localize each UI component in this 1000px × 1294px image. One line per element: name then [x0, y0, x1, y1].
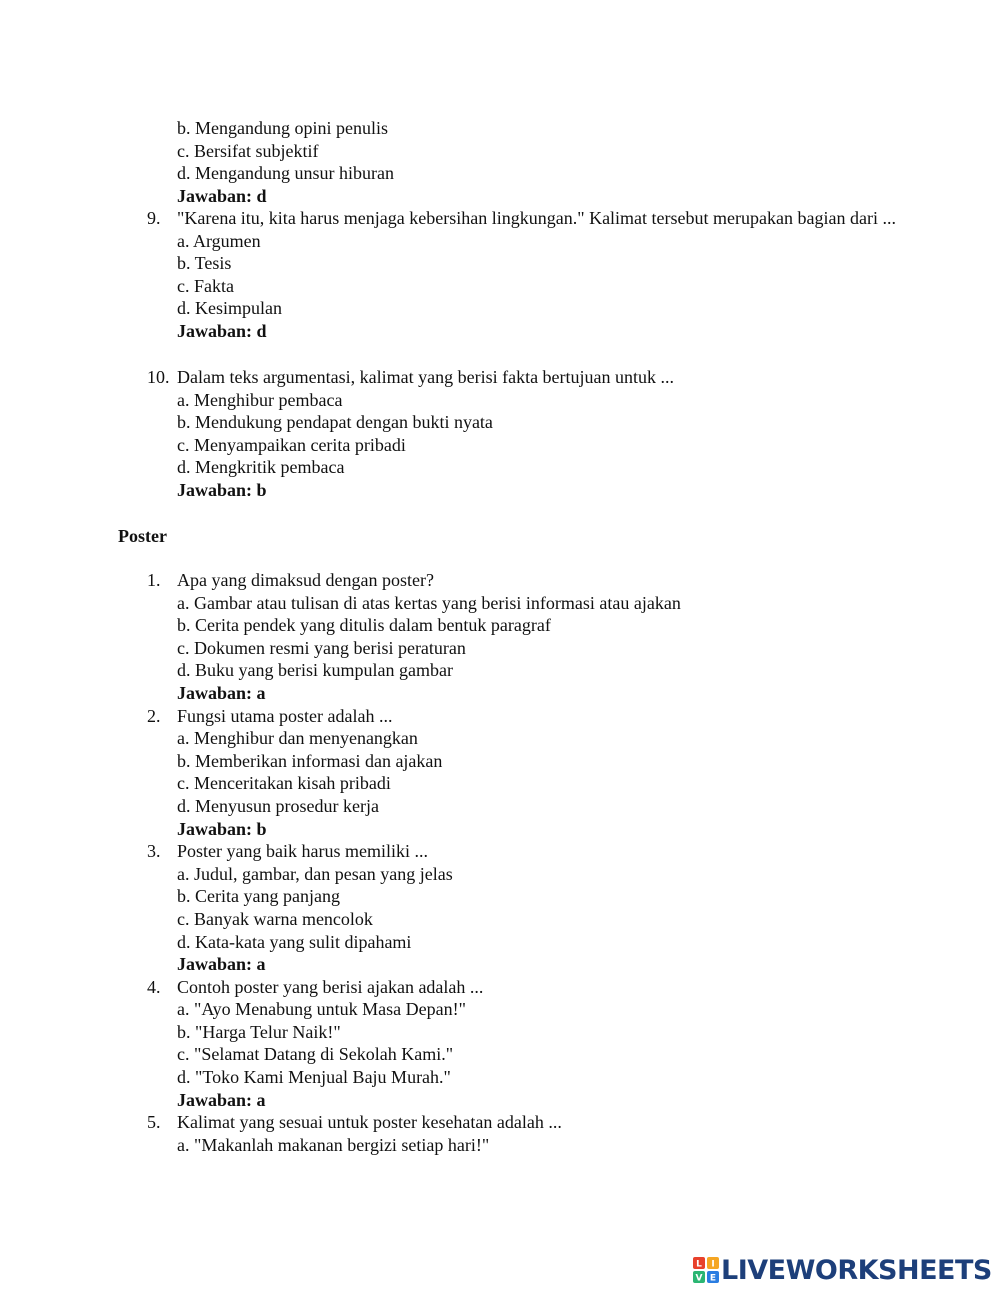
logo-letter: E	[709, 1273, 717, 1283]
poster-question-5	[147, 1111, 907, 1156]
question-10	[147, 366, 907, 502]
option-10a: a. Menghibur pembaca	[177, 389, 343, 410]
question-10-stem	[147, 366, 907, 389]
option-a: a. Menghibur dan menyenangkan	[177, 728, 418, 749]
answer-8: Jawaban: d	[177, 185, 267, 206]
section-title: Poster	[118, 526, 167, 546]
option-9b: b. Tesis	[177, 253, 232, 274]
option-a: a. "Makanlah makanan bergizi setiap hari!"	[177, 1134, 490, 1155]
option-d: d. "Toko Kami Menjual Baju Murah."	[177, 1067, 451, 1088]
option-a: a. Gambar atau tulisan di atas kertas yang berisi informasi atau ajakan	[177, 592, 681, 613]
question-9	[147, 207, 907, 343]
option-c: c. Dokumen resmi yang berisi peraturan	[177, 637, 466, 658]
question-text: Fungsi utama poster adalah ...	[177, 705, 393, 726]
option-c: c. Banyak warna mencolok	[177, 908, 373, 929]
option-8c: c. Bersifat subjektif	[177, 140, 319, 161]
poster-questions	[147, 569, 907, 1156]
option-b: b. Cerita yang panjang	[177, 886, 340, 907]
option-9d: d. Kesimpulan	[177, 298, 282, 319]
question-text: Dalam teks argumentasi, kalimat yang berisi fakta bertujuan untuk ...	[177, 367, 675, 387]
logo-letter: V	[695, 1273, 703, 1283]
option-c: c. Menceritakan kisah pribadi	[177, 773, 391, 794]
question-number: 9.	[147, 208, 161, 228]
option-9a: a. Argumen	[177, 230, 261, 251]
logo-letter: I	[711, 1259, 715, 1270]
answer: Jawaban: b	[177, 818, 267, 839]
option-10d: d. Mengkritik pembaca	[177, 457, 345, 478]
poster-question-2	[147, 705, 907, 841]
question-text: Contoh poster yang berisi ajakan adalah ...	[177, 976, 484, 997]
answer-10: Jawaban: b	[177, 479, 267, 500]
question-text: "Karena itu, kita harus menjaga kebersihan lingkungan." Kalimat tersebut merupakan bagian dari ...	[177, 208, 896, 228]
liveworksheets-logo	[693, 1255, 992, 1285]
option-b: b. Memberikan informasi dan ajakan	[177, 750, 443, 771]
logo-letter: L	[696, 1259, 702, 1270]
option-8d: d. Mengandung unsur hiburan	[177, 163, 394, 184]
option-10b: b. Mendukung pendapat dengan bukti nyata	[177, 412, 493, 433]
question-stem	[147, 976, 907, 999]
question-stem	[147, 840, 907, 863]
answer: Jawaban: a	[177, 954, 266, 975]
question-text: Kalimat yang sesuai untuk poster kesehatan adalah ...	[177, 1112, 562, 1133]
option-d: d. Menyusun prosedur kerja	[177, 795, 379, 816]
liveworksheets-logo-icon	[693, 1257, 719, 1283]
question-text: Apa yang dimaksud dengan poster?	[177, 570, 434, 590]
question-9-stem	[147, 207, 907, 230]
option-d: d. Buku yang berisi kumpulan gambar	[177, 660, 453, 681]
answer: Jawaban: a	[177, 1089, 266, 1110]
option-9c: c. Fakta	[177, 275, 234, 296]
option-a: a. Judul, gambar, dan pesan yang jelas	[177, 863, 453, 884]
option-b: b. Cerita pendek yang ditulis dalam bentuk paragraf	[177, 615, 551, 636]
poster-question-3	[147, 840, 907, 976]
question-stem	[147, 569, 907, 592]
option-b: b. "Harga Telur Naik!"	[177, 1021, 341, 1042]
answer-9: Jawaban: d	[177, 320, 267, 341]
question-number: 10.	[147, 367, 170, 387]
question-number: 5.	[147, 1112, 161, 1133]
question-8-continuation	[147, 117, 907, 207]
poster-question-4	[147, 976, 907, 1112]
option-10c: c. Menyampaikan cerita pribadi	[177, 434, 406, 455]
question-stem	[147, 705, 907, 728]
question-text: Poster yang baik harus memiliki ...	[177, 841, 428, 862]
question-number: 4.	[147, 976, 161, 997]
option-8b: b. Mengandung opini penulis	[177, 118, 388, 138]
poster-question-1	[147, 569, 907, 705]
option-c: c. "Selamat Datang di Sekolah Kami."	[177, 1044, 454, 1065]
question-number: 2.	[147, 705, 161, 726]
question-stem	[147, 1111, 907, 1134]
answer: Jawaban: a	[177, 682, 266, 703]
option-a: a. "Ayo Menabung untuk Masa Depan!"	[177, 999, 466, 1020]
option-d: d. Kata-kata yang sulit dipahami	[177, 931, 412, 952]
question-number: 3.	[147, 841, 161, 862]
logo-text: LIVEWORKSHEETS	[721, 1254, 992, 1286]
question-number: 1.	[147, 570, 161, 590]
